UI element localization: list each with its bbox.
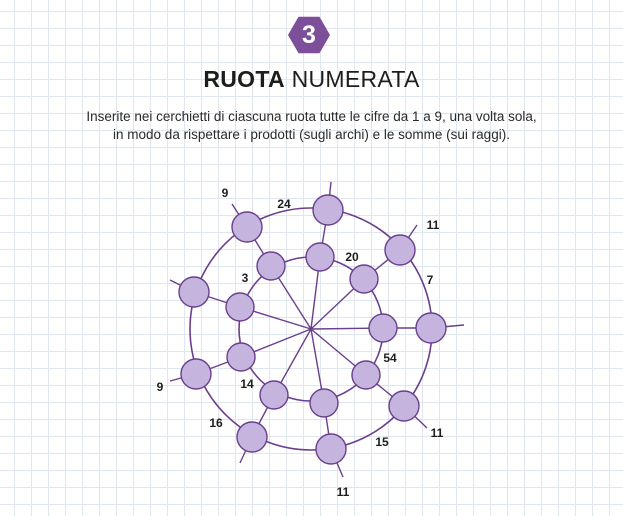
outer-number-slot[interactable] [316, 434, 346, 464]
wheel-clues [157, 186, 444, 499]
clue-inner-arc-top: 20 [345, 250, 359, 264]
clue-arc-bottom-left: 16 [209, 416, 223, 430]
clue-ray-bottom: 11 [336, 485, 350, 499]
inner-number-slot[interactable] [227, 343, 255, 371]
outer-number-slot[interactable] [179, 277, 209, 307]
instructions-line-1: Inserite nei cerchietti di ciascuna ruota tutte le cifre da 1 a 9, una volta sola, [86, 109, 537, 124]
clue-ray-top-right: 11 [426, 218, 440, 232]
inner-number-slot[interactable] [306, 243, 334, 271]
title-rest: NUMERATA [284, 66, 420, 92]
inner-number-slot[interactable] [257, 252, 285, 280]
clue-arc-right: 7 [426, 273, 434, 287]
clue-inner-arc-bottom-left: 14 [240, 377, 254, 391]
inner-number-slot[interactable] [350, 265, 378, 293]
outer-number-slot[interactable] [181, 359, 211, 389]
inner-number-slot[interactable] [352, 361, 380, 389]
outer-number-slot[interactable] [416, 313, 446, 343]
inner-number-slot[interactable] [310, 389, 338, 417]
inner-number-slot[interactable] [260, 381, 288, 409]
outer-number-slot[interactable] [232, 212, 262, 242]
clue-arc-bottom: 15 [375, 435, 389, 449]
inner-number-slot[interactable] [369, 314, 397, 342]
outer-number-slot[interactable] [389, 391, 419, 421]
clue-inner-arc-right: 54 [383, 351, 397, 365]
instructions-line-2: in modo da rispettare i prodotti (sugli archi) e le somme (sui raggi). [113, 127, 510, 142]
outer-number-slot[interactable] [237, 422, 267, 452]
outer-number-slot[interactable] [313, 195, 343, 225]
puzzle-number: 3 [302, 20, 316, 49]
outer-number-slot[interactable] [385, 235, 415, 265]
title-bold: RUOTA [203, 66, 285, 92]
clue-ray-bottom-right: 11 [430, 426, 444, 440]
clue-ray-left: 9 [156, 380, 164, 394]
clue-inner-arc-left: 3 [241, 271, 249, 285]
inner-number-slot[interactable] [226, 293, 254, 321]
clue-arc-top: 24 [277, 197, 291, 211]
clue-ray-top-left: 9 [221, 186, 229, 200]
